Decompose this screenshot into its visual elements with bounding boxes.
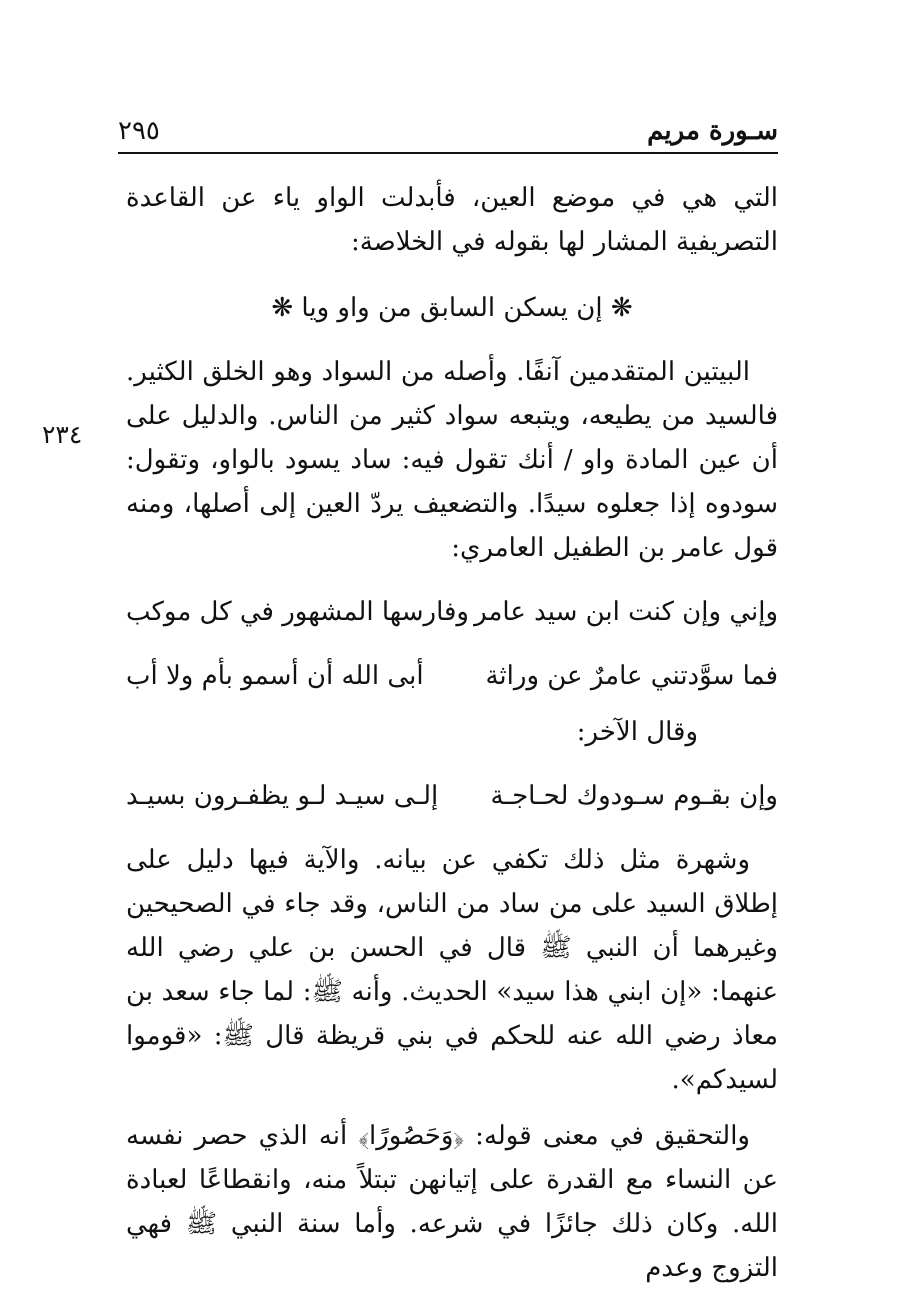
- page-number: ٢٩٥: [118, 116, 160, 146]
- paragraph-1: التي هي في موضع العين، فأبدلت الواو ياء عن القاعدة التصريفية المشار لها بقوله في الخلاصة:: [126, 183, 778, 257]
- speaker-line: وقال الآخر:: [576, 717, 698, 747]
- verse-second-hemistich: أبى الله أن أسمو بأم ولا أب: [126, 661, 424, 691]
- page-body: [126, 176, 778, 1290]
- quoted-verse-line: ❋ إن يسكن السابق من واو ويا ❋: [271, 293, 633, 323]
- verse-first-hemistich: وإني وإن كنت ابن سيد عامر: [474, 597, 778, 627]
- verse-second-hemistich: إلـى سيـد لـو يظفـرون بسيـد: [126, 781, 439, 811]
- verse-second-hemistich: وفارسها المشهور في كل موكب: [126, 597, 469, 627]
- verse-first-hemistich: وإن بقـوم سـودوك لحـاجـة: [490, 781, 778, 811]
- verse-first-hemistich: فما سوَّدتني عامرٌ عن وراثة: [485, 661, 778, 691]
- poem-verse-1: [126, 590, 778, 634]
- running-title: سـورة مريم: [647, 116, 778, 146]
- paragraph-2: البيتين المتقدمين آنفًا. وأصله من السواد وهو الخلق الكثير. فالسيد من يطيعه، ويتبعه سواد كثير من الناس. والدليل على أن عين المادة واو / أنك تقول فيه: ساد يسود بالواو، وتقول: سودوه إذا جعلوه سيدًا. والتضعيف يردّ العين إلى أصلها، ومنه قول عامر بن الطفيل العامري:: [126, 357, 778, 563]
- paragraph-3: وشهرة مثل ذلك تكفي عن بيانه. والآية فيها دليل على إطلاق السيد على من ساد من الناس، وقد جاء في الصحيحين وغيرهما أن النبي ﷺ قال في الحسن بن علي رضي الله عنهما: «إن ابني هذا سيد» الحديث. وأنه ﷺ: لما جاء سعد بن معاذ رضي الله عنه للحكم في بني قريظة قال ﷺ: «قوموا لسيدكم».: [126, 845, 779, 1095]
- poem-verse-3: [126, 774, 778, 818]
- page-header: [118, 112, 778, 154]
- poem-verse-2: [126, 654, 778, 698]
- margin-page-number: ٢٣٤: [42, 420, 83, 449]
- paragraph-4: والتحقيق في معنى قوله: ﴿وَحَصُورًا﴾ أنه الذي حصر نفسه عن النساء مع القدرة على إتيانهن تبتلاً منه، وانقطاعًا لعبادة الله. وكان ذلك جائزًا في شرعه. وأما سنة النبي ﷺ فهي التزوج وعدم: [126, 1121, 778, 1283]
